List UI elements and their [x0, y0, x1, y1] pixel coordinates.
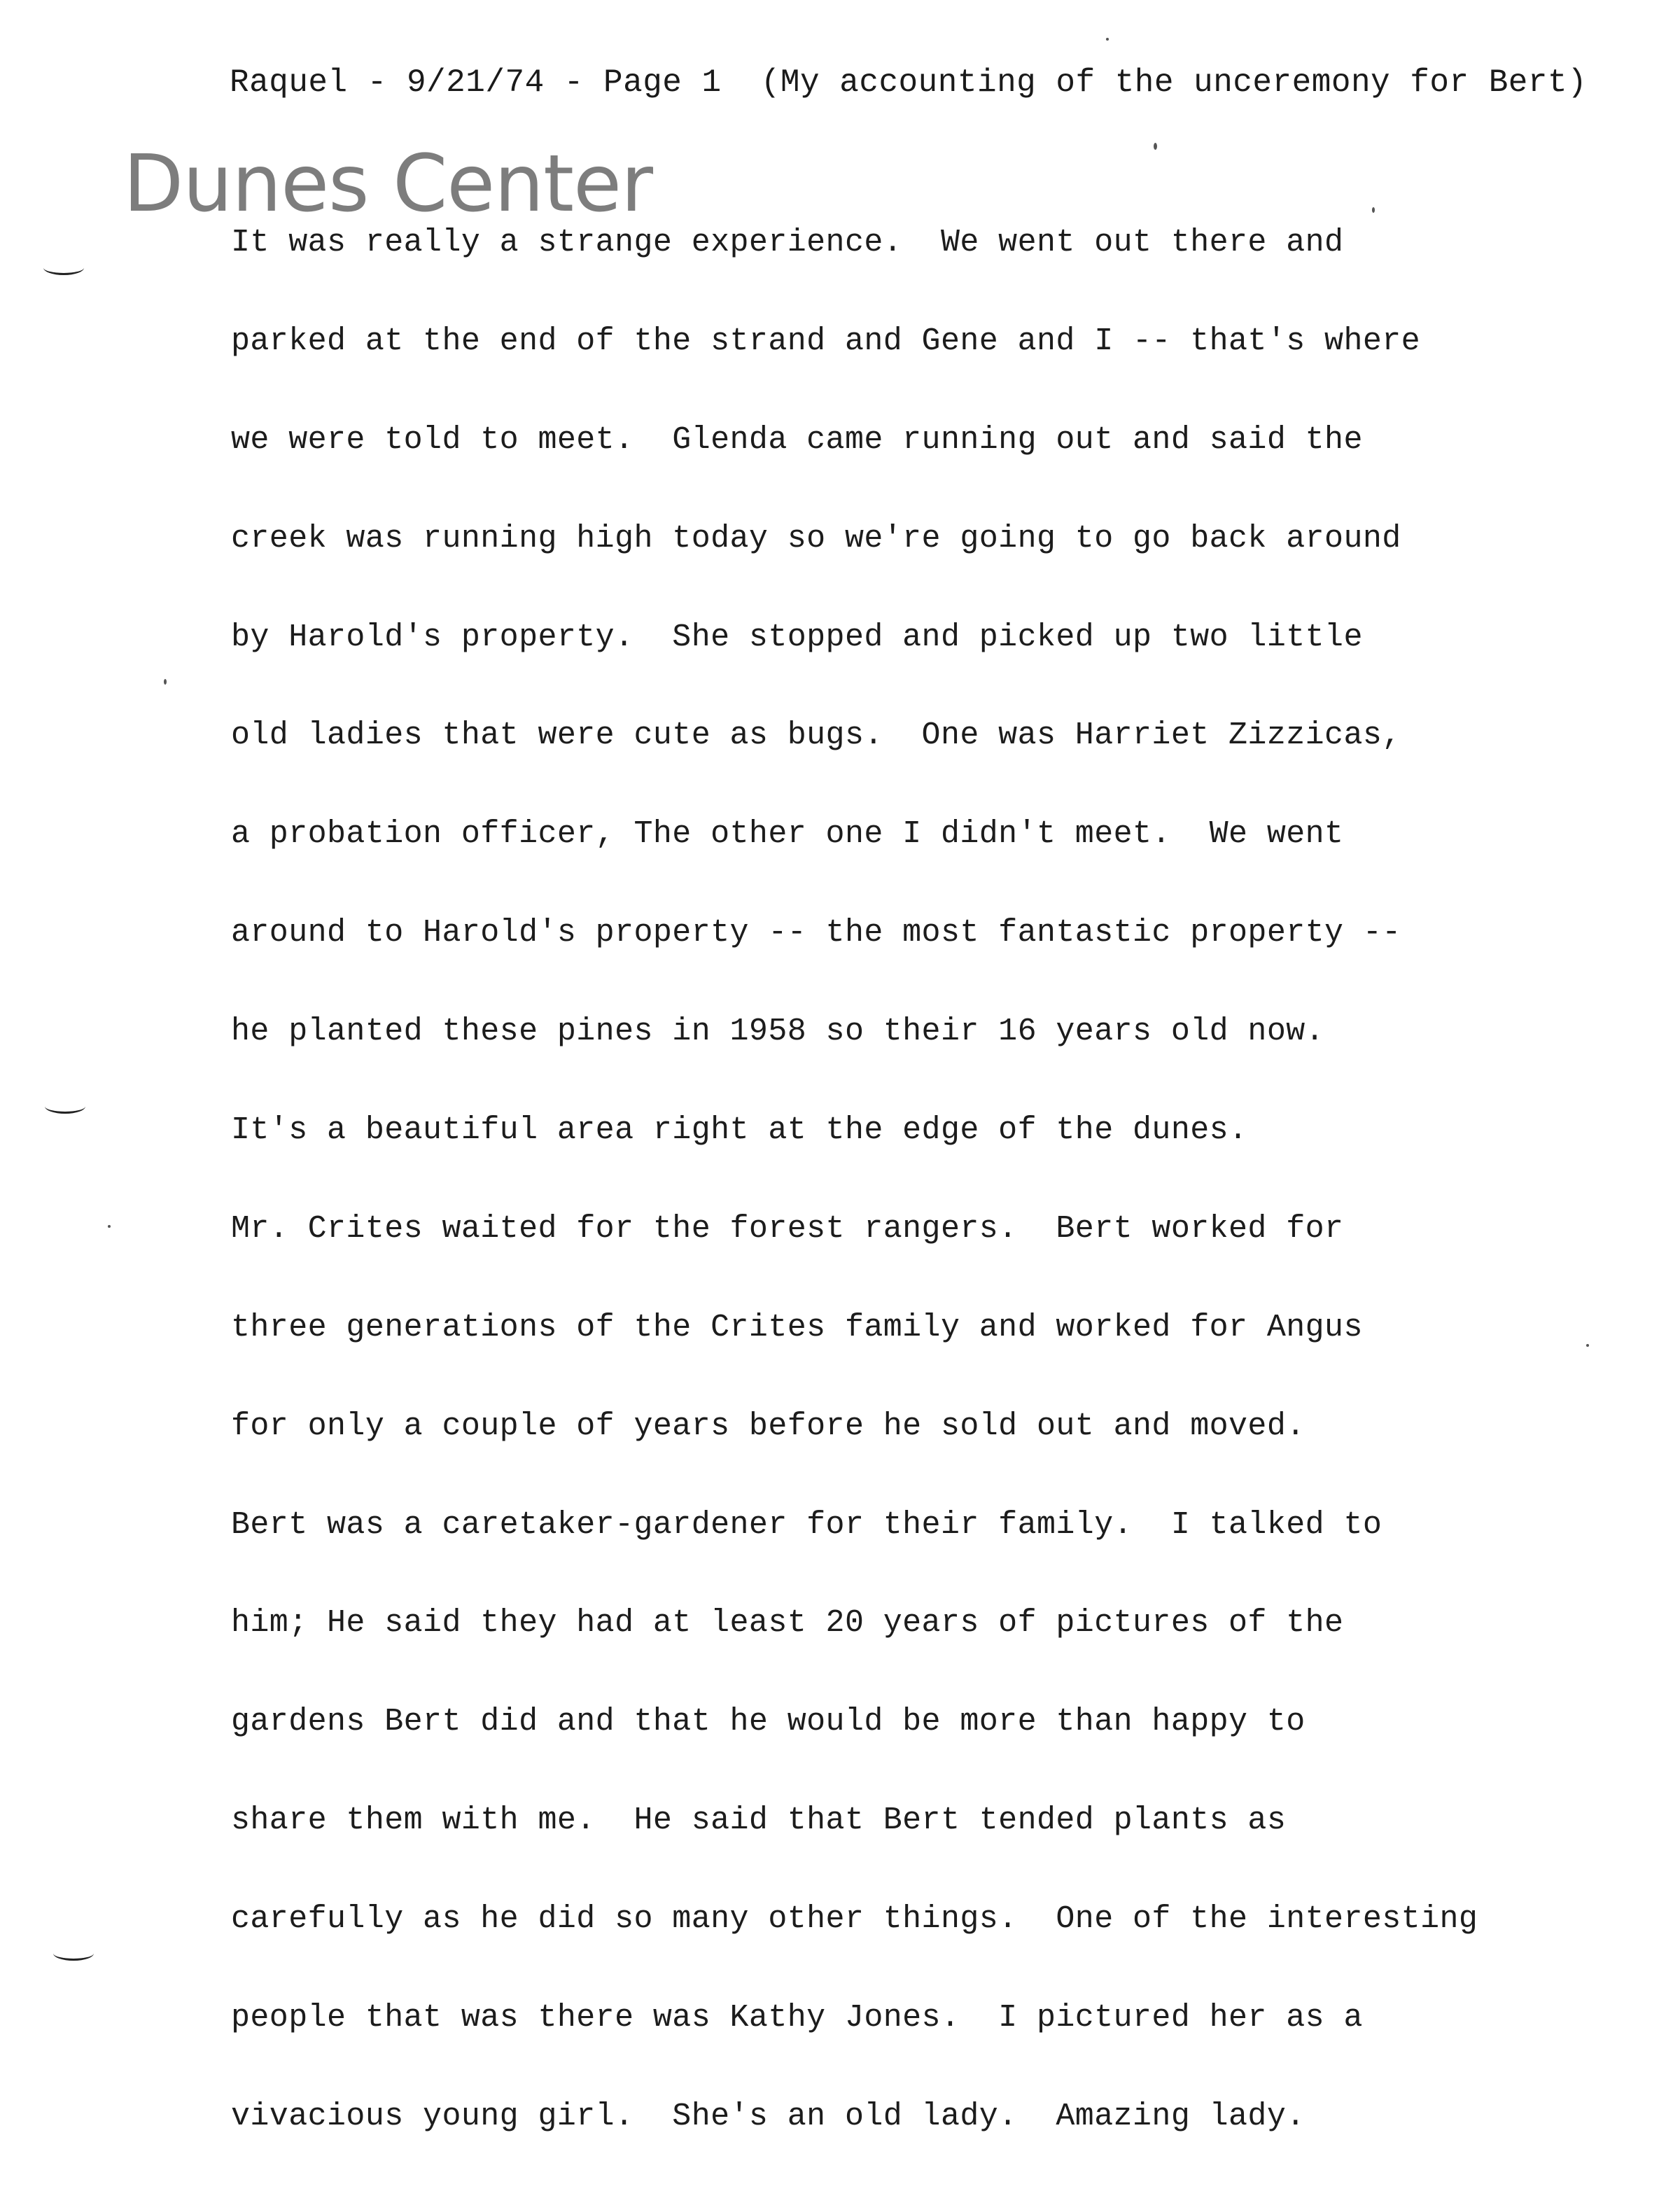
body-text	[231, 218, 1596, 2191]
scan-speck	[1372, 207, 1375, 213]
text-line: It was really a strange experience. We went out there and	[231, 225, 1344, 260]
text-line: share them with me. He said that Bert tended plants as	[231, 1802, 1287, 1839]
text-line: three generations of the Crites family and worked for Angus	[231, 1309, 1363, 1345]
text-line: we were told to meet. Glenda came running out and said the	[231, 421, 1363, 458]
scan-speck	[108, 1225, 111, 1228]
text-line: It's a beautiful area right at the edge of the dunes.	[231, 1112, 1248, 1149]
text-line: vivacious young girl. She's an old lady. Amazing lady.	[231, 2098, 1306, 2134]
text-line: Bert was a caretaker-gardener for their family. I talked to	[231, 1506, 1382, 1543]
text-line: parked at the end of the strand and Gene and I -- that's where	[231, 323, 1421, 359]
text-line: him; He said they had at least 20 years of pictures of the	[231, 1605, 1344, 1642]
scan-speck	[1586, 1344, 1589, 1347]
scan-speck	[164, 679, 167, 685]
watermark-logo: Dunes Center	[123, 139, 653, 230]
page-header: Raquel - 9/21/74 - Page 1 (My accounting of the unceremony for Bert)	[230, 64, 1588, 101]
binder-hole-mark	[53, 1946, 94, 1961]
text-line: carefully as he did so many other things. One of the interesting	[231, 1901, 1478, 1938]
text-line: gardens Bert did and that he would be more than happy to	[231, 1704, 1306, 1740]
binder-hole-mark	[45, 1099, 85, 1114]
text-line: creek was running high today so we're going to go back around	[231, 520, 1401, 556]
scan-speck	[1154, 143, 1157, 150]
text-line: around to Harold's property -- the most fantastic property --	[231, 915, 1401, 951]
text-line: by Harold's property. She stopped and picked up two little	[231, 619, 1363, 655]
text-line: he planted these pines in 1958 so their 16 years old now.	[231, 1014, 1325, 1050]
text-line: people that was there was Kathy Jones. I pictured her as a	[231, 2000, 1363, 2036]
text-line: old ladies that were cute as bugs. One was Harriet Zizzicas,	[231, 718, 1401, 754]
binder-hole-mark	[43, 260, 84, 275]
text-line: for only a couple of years before he sold out and moved.	[231, 1408, 1306, 1444]
text-line: a probation officer, The other one I didn't meet. We went	[231, 816, 1344, 853]
scan-speck	[1106, 38, 1109, 41]
text-line: Mr. Crites waited for the forest rangers. Bert worked for	[231, 1210, 1344, 1247]
